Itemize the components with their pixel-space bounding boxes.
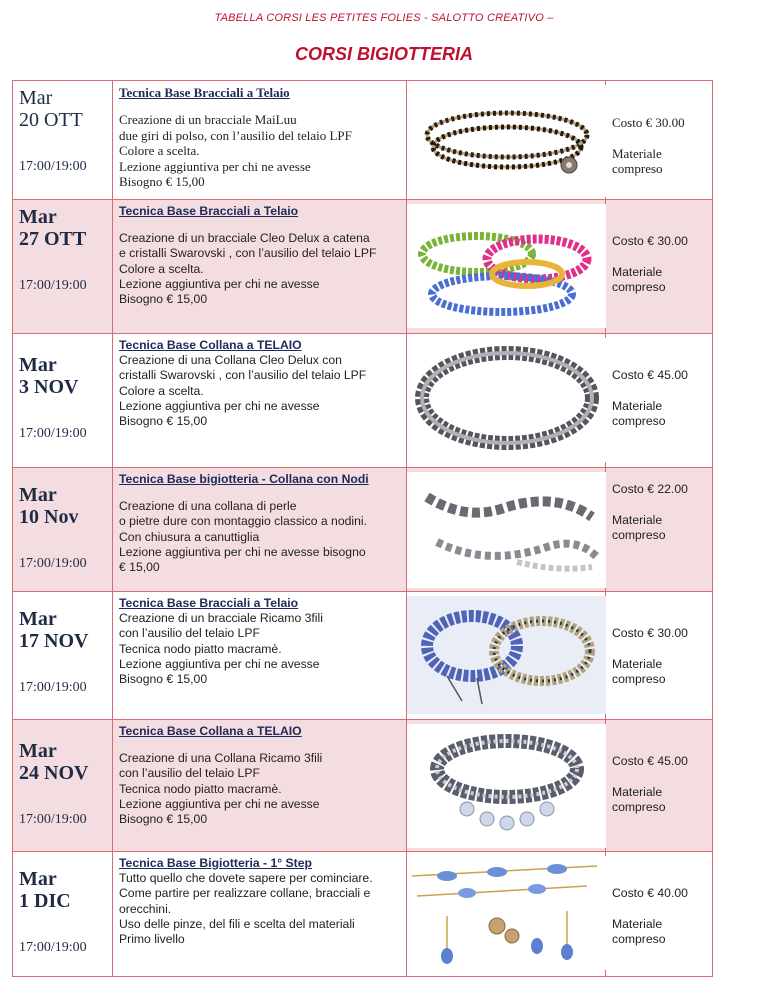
course-line: Colore a scelta. [119, 261, 204, 276]
course-heading: Tecnica Base Bigiotteria - 1° Step [119, 856, 312, 870]
course-heading: Tecnica Base bigiotteria - Collana con Nodi [119, 472, 369, 486]
course-day: Mar [19, 87, 53, 109]
course-line: Tutto quello che dovete sapere per cominciare. [119, 871, 373, 886]
description-cell [113, 468, 407, 592]
material-line: compreso [612, 280, 666, 294]
course-heading: Tecnica Base Bracciali a Telaio [119, 596, 299, 610]
course-day: Mar [19, 206, 57, 228]
course-date: 27 OTT [19, 228, 87, 250]
price-cell [606, 720, 713, 852]
course-line: Uso delle pinze, del fili e scelta del materiali [119, 916, 355, 931]
course-line: Creazione di un bracciale Ricamo 3fili [119, 611, 323, 626]
course-day: Mar [19, 354, 57, 376]
course-time: 17:00/19:00 [19, 812, 87, 827]
material-line: Materiale [612, 265, 663, 279]
course-time: 17:00/19:00 [19, 159, 87, 174]
course-date: 20 OTT [19, 109, 83, 131]
course-line: Tecnica nodo piatto macramè. [119, 641, 282, 656]
course-line: Colore a scelta. [119, 383, 204, 398]
course-day: Mar [19, 608, 57, 630]
stone-necklace-photo [407, 472, 606, 588]
crystal-bracelets-photo [407, 204, 606, 328]
course-line: Come partire per realizzare collane, bracciali e [119, 886, 371, 901]
image-cell [407, 81, 606, 200]
date-cell [13, 334, 113, 468]
course-date: 1 DIC [19, 890, 71, 912]
material-line: compreso [612, 528, 666, 542]
material-line: Materiale [612, 785, 663, 799]
course-line: Creazione di un bracciale MaiLuu [119, 112, 297, 128]
course-line: Creazione di una collana di perle [119, 499, 297, 514]
image-cell [407, 200, 606, 334]
course-line: € 15,00 [119, 560, 160, 575]
course-row [13, 592, 713, 720]
course-row [13, 334, 713, 468]
material-line: compreso [612, 161, 663, 176]
material-line: compreso [612, 932, 666, 946]
material-line: compreso [612, 414, 666, 428]
course-line: Tecnica nodo piatto macramè. [119, 781, 282, 796]
material-note [612, 785, 712, 815]
material-note [612, 399, 712, 429]
price-cell [606, 852, 713, 977]
material-note [612, 917, 712, 947]
course-time: 17:00/19:00 [19, 426, 87, 441]
course-line: con l’ausilio del telaio LPF [119, 626, 260, 641]
course-row [13, 720, 713, 852]
course-cost: Costo € 30.00 [612, 234, 688, 248]
date-cell [13, 81, 113, 200]
course-cost: Costo € 45.00 [612, 368, 688, 382]
date-cell [13, 200, 113, 334]
course-row [13, 852, 713, 977]
material-line: Materiale [612, 513, 663, 527]
course-line: Primo livello [119, 932, 185, 947]
image-cell [407, 720, 606, 852]
course-cost: Costo € 30.00 [612, 626, 688, 640]
course-date: 3 NOV [19, 376, 79, 398]
description-cell [113, 200, 407, 334]
course-line: Bisogno € 15,00 [119, 414, 208, 429]
course-line: Bisogno € 15,00 [119, 812, 208, 827]
course-line: cristalli Swarovski , con l’ausilio del telaio LPF [119, 368, 367, 383]
macrame-bracelets-photo [407, 596, 606, 714]
course-cost: Costo € 22.00 [612, 482, 688, 496]
course-date: 17 NOV [19, 630, 89, 652]
course-line: Lezione aggiuntiva per chi ne avesse [119, 276, 320, 291]
page-title: CORSI BIGIOTTERIA [294, 44, 473, 64]
material-line: compreso [612, 800, 666, 814]
course-line: Creazione di una Collana Ricamo 3fili [119, 751, 323, 766]
description-cell [113, 720, 407, 852]
description-cell [113, 81, 407, 200]
image-cell [407, 852, 606, 977]
date-cell [13, 468, 113, 592]
course-line: Lezione aggiuntiva per chi ne avesse [119, 398, 320, 413]
material-note [612, 146, 712, 176]
course-time: 17:00/19:00 [19, 940, 87, 955]
image-cell [407, 592, 606, 720]
course-day: Mar [19, 740, 57, 762]
wrap-bracelet-photo [407, 85, 606, 197]
date-cell [13, 852, 113, 977]
course-line: Bisogno € 15,00 [119, 292, 208, 307]
image-cell [407, 468, 606, 592]
image-cell [407, 334, 606, 468]
material-line: Materiale [612, 146, 662, 161]
course-day: Mar [19, 868, 57, 890]
course-line: orecchini. [119, 901, 172, 916]
material-line: compreso [612, 672, 666, 686]
pearl-necklace-photo [407, 724, 606, 848]
course-heading: Tecnica Base Bracciali a Telaio [119, 85, 290, 100]
course-line: Creazione di un bracciale Cleo Delux a catena [119, 231, 370, 246]
course-line: e cristalli Swarovski , con l’ausilio del telaio LPF [119, 246, 377, 261]
course-line: Colore a scelta. [119, 143, 200, 159]
price-cell [606, 334, 713, 468]
course-line: Creazione di una Collana Cleo Delux con [119, 353, 342, 368]
price-cell [606, 200, 713, 334]
material-line: Materiale [612, 399, 663, 413]
course-day: Mar [19, 484, 57, 506]
material-line: Materiale [612, 917, 663, 931]
course-row [13, 468, 713, 592]
course-line: Lezione aggiuntiva per chi ne avesse bisogno [119, 544, 366, 559]
description-cell [113, 334, 407, 468]
course-heading: Tecnica Base Collana a TELAIO [119, 724, 302, 738]
price-cell [606, 592, 713, 720]
course-cost: Costo € 30.00 [612, 115, 685, 130]
course-line: con l’ausilio del telaio LPF [119, 766, 260, 781]
courses-table [12, 80, 713, 977]
description-cell [113, 592, 407, 720]
course-line: Lezione aggiuntiva per chi ne avesse [119, 796, 320, 811]
course-line: Lezione aggiuntiva per chi ne avesse [119, 158, 311, 174]
material-line: Materiale [612, 657, 663, 671]
course-line: due giri di polso, con l’ausilio del telaio LPF [119, 127, 352, 143]
description-cell [113, 852, 407, 977]
chain-necklace-photo [407, 338, 606, 462]
top-note: TABELLA CORSI LES PETITES FOLIES - SALOTTO CREATIVO – [214, 12, 554, 24]
course-time: 17:00/19:00 [19, 556, 87, 571]
course-heading: Tecnica Base Collana a TELAIO [119, 338, 302, 352]
date-cell [13, 720, 113, 852]
price-cell [606, 81, 713, 200]
course-time: 17:00/19:00 [19, 680, 87, 695]
earrings-jewelry-photo [407, 856, 606, 970]
course-line: o pietre dure con montaggio classico a nodini. [119, 514, 367, 529]
course-cost: Costo € 40.00 [612, 886, 688, 900]
course-time: 17:00/19:00 [19, 278, 87, 293]
course-date: 24 NOV [19, 762, 89, 784]
course-row [13, 200, 713, 334]
course-line: Bisogno € 15,00 [119, 672, 208, 687]
course-cost: Costo € 45.00 [612, 754, 688, 768]
material-note [612, 513, 712, 543]
course-heading: Tecnica Base Bracciali a Telaio [119, 204, 299, 218]
course-line: Con chiusura a canuttiglia [119, 529, 260, 544]
material-note [612, 265, 712, 295]
course-line: Lezione aggiuntiva per chi ne avesse [119, 656, 320, 671]
course-row [13, 81, 713, 200]
course-date: 10 Nov [19, 506, 79, 528]
price-cell [606, 468, 713, 592]
date-cell [13, 592, 113, 720]
course-line: Bisogno € 15,00 [119, 174, 205, 190]
material-note [612, 657, 712, 687]
